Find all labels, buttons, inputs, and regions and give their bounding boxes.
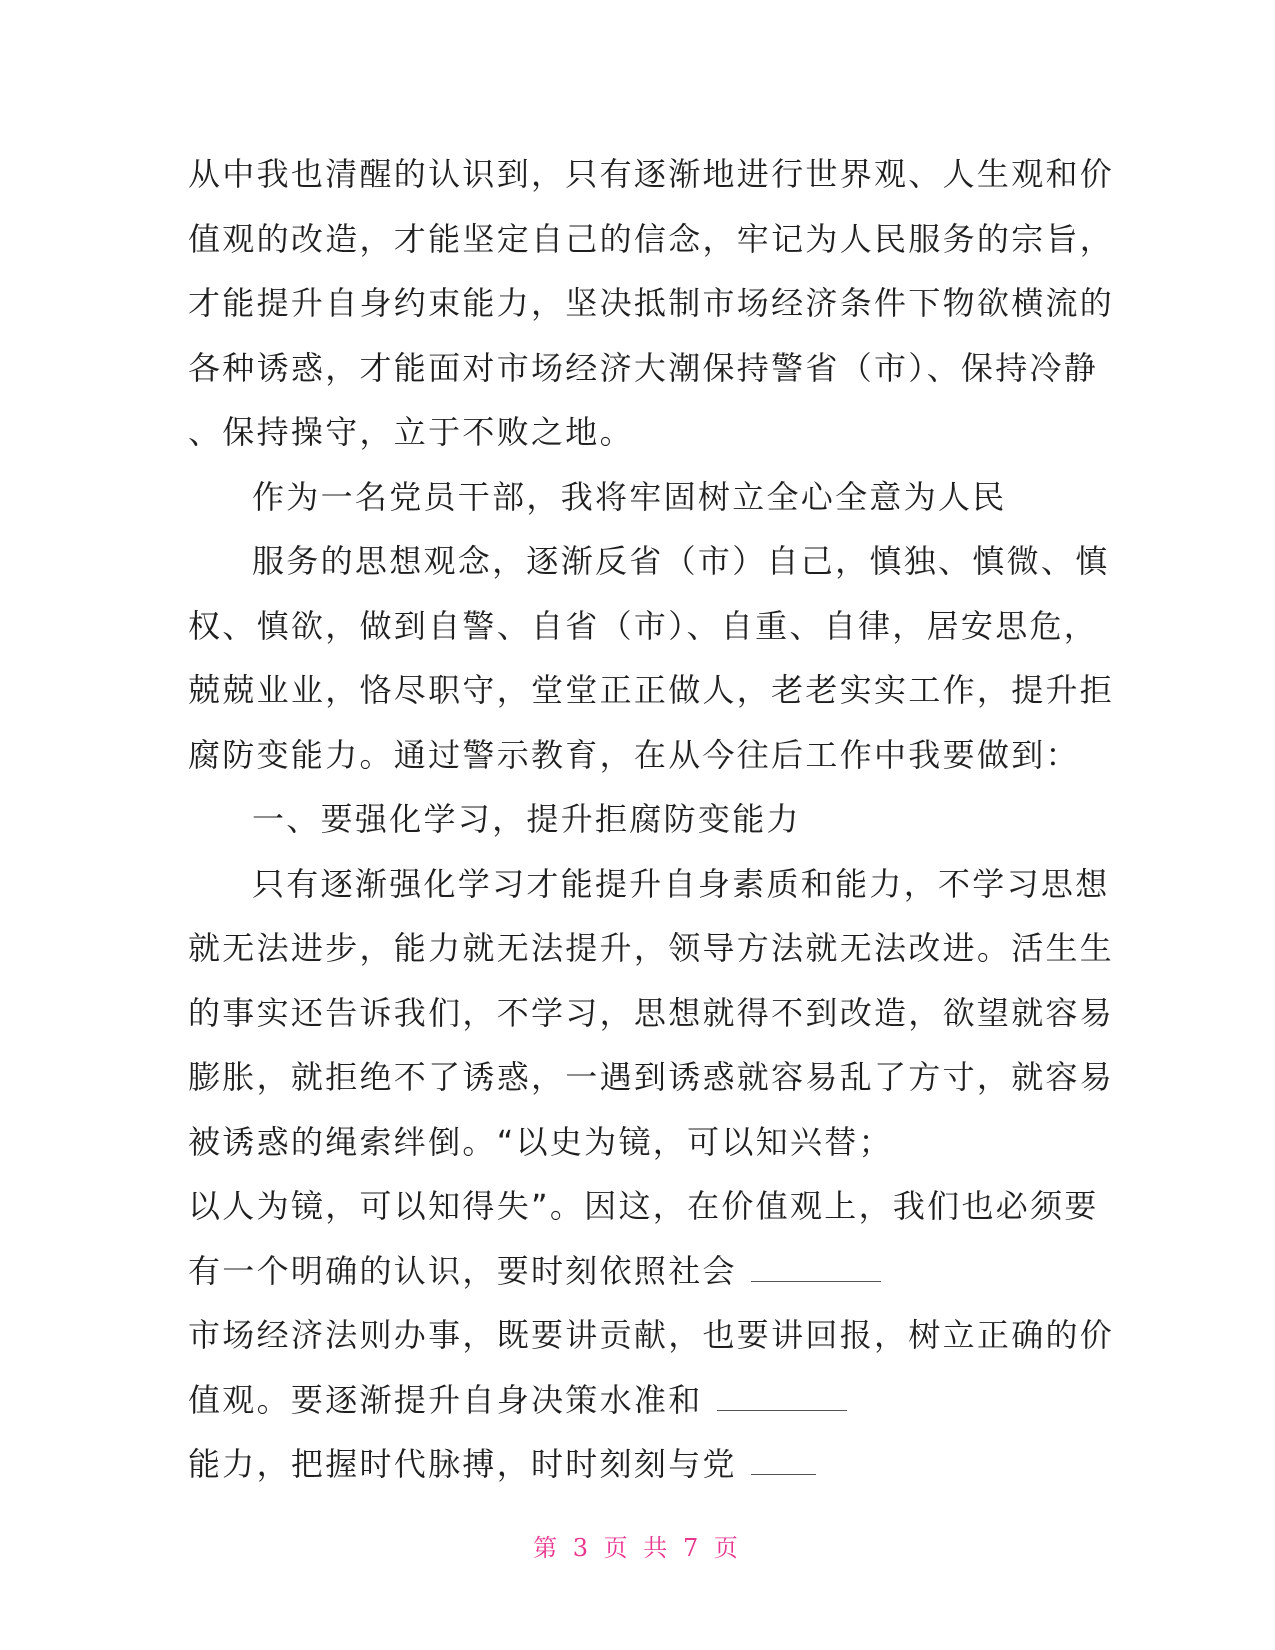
text-line: 作为一名党员干部，我将牢固树立全心全意为人民: [252, 477, 1007, 516]
text-line: 的事实还告诉我们，不学习，思想就得不到改造，欲望就容易: [188, 993, 1115, 1032]
page-number-footer: 第 3 页 共 7 页: [533, 1534, 742, 1562]
text-line: 腐防变能力。通过警示教育，在从今往后工作中我要做到：: [188, 735, 1080, 774]
text-line: 能力，把握时代脉搏，时时刻刻与党: [188, 1445, 737, 1483]
text-line-with-blank: [188, 1239, 1088, 1304]
text-line: 值观的改造，才能坚定自己的信念，牢记为人民服务的宗旨，: [188, 219, 1115, 258]
text-line: 才能提升自身约束能力，坚决抵制市场经济条件下物欲横流的: [188, 284, 1115, 322]
text-line: 被诱惑的绳索绊倒。“以史为镜，可以知兴替；: [188, 1122, 893, 1161]
section-heading: 一、要强化学习，提升拒腐防变能力: [252, 800, 801, 838]
text-line: 有一个明确的认识，要时刻依照社会: [188, 1251, 737, 1290]
text-line-with-blank: [188, 1432, 1088, 1497]
blank-underline: [751, 1261, 881, 1282]
text-line: 、保持操守，立于不败之地。: [188, 413, 634, 451]
text-line: 就无法进步，能力就无法提升，领导方法就无法改进。活生生: [188, 929, 1115, 967]
blank-underline: [751, 1454, 816, 1475]
text-line: 兢兢业业，恪尽职守，堂堂正正做人，老老实实工作，提升拒: [188, 671, 1115, 709]
text-line: 市场经济法则办事，既要讲贡献，也要讲回报，树立正确的价: [188, 1316, 1115, 1354]
blank-underline: [717, 1390, 847, 1411]
text-line: 服务的思想观念，逐渐反省（市）自己，慎独、慎微、慎: [252, 542, 1110, 580]
text-line: 从中我也清醒的认识到，只有逐渐地进行世界观、人生观和价: [188, 155, 1115, 193]
text-line: 值观。要逐渐提升自身决策水准和: [188, 1380, 703, 1419]
text-line: 以人为镜，可以知得失”。因这，在价值观上，我们也必须要: [188, 1187, 1099, 1225]
text-line-with-blank: [188, 1368, 1088, 1433]
text-line: 权、慎欲，做到自警、自省（市）、自重、自律，居安思危，: [188, 606, 1099, 645]
text-line: 膨胀，就拒绝不了诱惑，一遇到诱惑就容易乱了方寸，就容易: [188, 1058, 1115, 1096]
text-line: 各种诱惑，才能面对市场经济大潮保持警省（市）、保持冷静: [188, 348, 1099, 387]
body-text: [188, 142, 1115, 1497]
text-line: 只有逐渐强化学习才能提升自身素质和能力，不学习思想: [252, 864, 1110, 903]
